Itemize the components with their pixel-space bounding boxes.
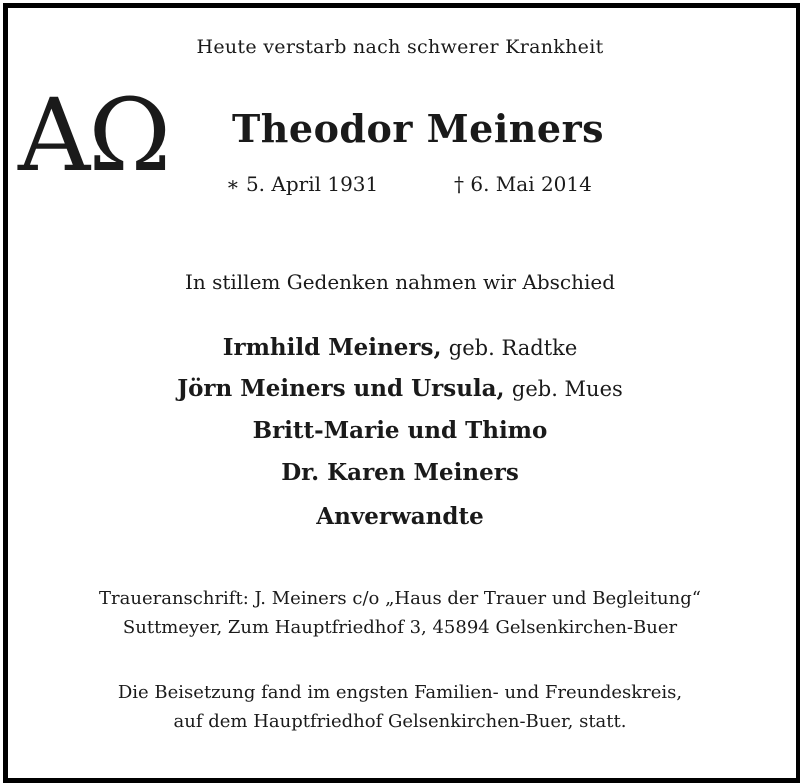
mourner-name: Dr. Karen Meiners	[281, 459, 519, 486]
mourner-name: Irmhild Meiners,	[222, 334, 442, 361]
mourner-suffix: geb. Mues	[511, 377, 623, 401]
remembrance-text: In stillem Gedenken nahmen wir Abschied	[184, 270, 616, 294]
death-date: † 6. Mai 2014	[454, 172, 592, 196]
mourner-name: Jörn Meiners und Ursula,	[177, 375, 505, 402]
mourner-name: Anverwandte	[316, 503, 484, 530]
funeral-info-line: Die Beisetzung fand im engsten Familien- und Freundeskreis,	[117, 682, 683, 703]
funeral-info-line: auf dem Hauptfriedhof Gelsenkirchen-Buer, statt.	[173, 711, 627, 732]
alpha-omega-logo: AΩ	[18, 77, 170, 194]
mourner-line	[0, 459, 800, 486]
mourner-line	[0, 375, 800, 402]
mourner-name: Britt-Marie und Thimo	[252, 417, 548, 444]
mourner-line	[0, 334, 800, 361]
birth-date: ∗ 5. April 1931	[226, 172, 379, 196]
address-line: Suttmeyer, Zum Hauptfriedhof 3, 45894 Gelsenkirchen-Buer	[122, 617, 678, 638]
mourner-suffix: geb. Radtke	[448, 336, 578, 360]
mourner-line	[0, 503, 800, 530]
mourner-line	[0, 417, 800, 444]
address-line: Traueranschrift: J. Meiners c/o „Haus der Trauer und Begleitung“	[99, 588, 701, 609]
intro-text: Heute verstarb nach schwerer Krankheit	[196, 36, 604, 58]
deceased-name: Theodor Meiners	[232, 106, 604, 151]
